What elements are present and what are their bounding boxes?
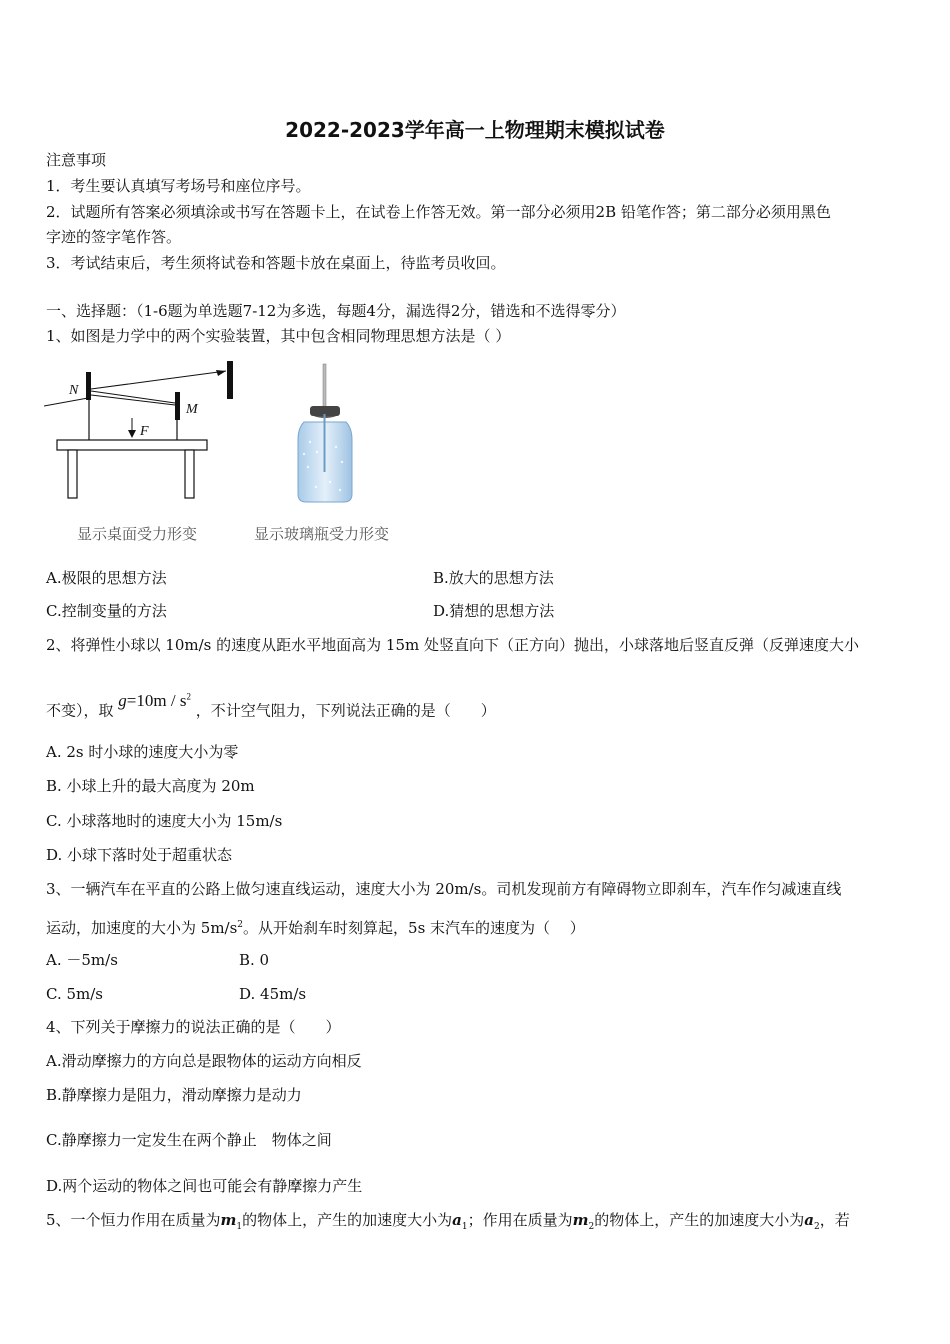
q5-m1: m (220, 1211, 237, 1229)
label-f: F (140, 424, 149, 439)
gravity-formula (118, 691, 191, 710)
formula-g: g (118, 690, 127, 710)
q5-text-5: ，若 (819, 1211, 850, 1229)
q4-option-c: C.静摩擦力一定发生在两个静止 物体之间 (46, 1131, 332, 1149)
q1-stem: 1、如图是力学中的两个实验装置，其中包含相同物理思想方法是（ ） (46, 327, 511, 345)
q5-text-1: 5、一个恒力作用在质量为 (46, 1211, 221, 1229)
q3-stem-pre: 运动，加速度的大小为 5m/s (46, 919, 238, 937)
section-heading: 一、选择题：（1-6题为单选题7-12为多选，每题4分，漏选得2分，错选和不选得零分） (46, 302, 626, 320)
q5-stem (46, 1210, 850, 1237)
q3-stem-line2 (46, 915, 585, 938)
q5-m2-sub: 2 (588, 1222, 595, 1232)
q2-option-d: D. 小球下落时处于超重状态 (46, 846, 233, 864)
q5-m1-sub: 1 (236, 1222, 243, 1232)
q4-option-a: A.滑动摩擦力的方向总是跟物体的运动方向相反 (46, 1052, 362, 1070)
q5-a1: a (452, 1211, 462, 1229)
q3-option-a: A. －5m/s (46, 951, 118, 969)
page-title: 2022-2023学年高一上物理期末模拟试卷 (285, 118, 665, 142)
q2-option-c: C. 小球落地时的速度大小为 15m/s (46, 812, 283, 830)
q2-option-b: B. 小球上升的最大高度为 20m (46, 777, 255, 795)
label-n: N (69, 383, 79, 398)
glass-bottle-figure (290, 362, 360, 507)
notice-item-1: 1．考生要认真填写考场号和座位序号。 (46, 177, 311, 195)
q5-text-3: ；作用在质量为 (467, 1211, 573, 1229)
table-mirror-figure (44, 358, 244, 503)
formula-eq: =10m / s (126, 690, 187, 710)
q5-text-4: 的物体上，产生的加速度大小为 (594, 1211, 805, 1229)
caption-bottle: 显示玻璃瓶受力形变 (254, 525, 390, 543)
q2-stem-line1: 2、将弹性小球以 10m/s 的速度从距水平地面高为 15m 处竖直向下（正方向）抛出，小球落地后竖直反弹（反弹速度大小 (46, 636, 859, 654)
q2-stem-pre: 不变），取 (46, 701, 114, 720)
q2-option-a: A. 2s 时小球的速度大小为零 (46, 743, 239, 761)
q3-option-c: C. 5m/s (46, 985, 103, 1003)
q2-stem-post: ，不计空气阻力，下列说法正确的是（ ） (195, 701, 496, 720)
q5-a1-sub: 1 (461, 1222, 468, 1232)
q3-option-d: D. 45m/s (239, 985, 307, 1003)
q1-option-b: B.放大的思想方法 (433, 569, 554, 587)
q5-a2: a (804, 1211, 815, 1229)
label-m: M (186, 402, 198, 417)
q1-option-c: C.控制变量的方法 (46, 602, 167, 620)
q5-m2: m (572, 1211, 589, 1229)
notice-item-2-cont: 字迹的签字笔作答。 (46, 228, 182, 246)
q3-stem-post: 。从开始刹车时刻算起，5s 末汽车的速度为（ ） (243, 919, 585, 937)
q3-option-b: B. 0 (239, 951, 270, 969)
q1-option-a: A.极限的思想方法 (46, 569, 167, 587)
formula-exp: 2 (186, 691, 191, 701)
q4-stem: 4、下列关于摩擦力的说法正确的是（ ） (46, 1018, 341, 1036)
q4-option-d: D.两个运动的物体之间也可能会有静摩擦力产生 (46, 1177, 363, 1195)
notice-heading: 注意事项 (46, 151, 107, 169)
q4-option-b: B.静摩擦力是阻力，滑动摩擦力是动力 (46, 1086, 302, 1104)
q3-stem-exp: 2 (237, 920, 244, 930)
q2-stem-line2 (46, 690, 496, 721)
notice-item-2: 2．试题所有答案必须填涂或书写在答题卡上，在试卷上作答无效。第一部分必须用2B 铅笔作答；第二部分必须用黑色 (46, 203, 831, 221)
q5-text-2: 的物体上，产生的加速度大小为 (242, 1211, 453, 1229)
caption-table: 显示桌面受力形变 (77, 525, 198, 543)
q5-a2-sub: 2 (814, 1222, 820, 1232)
q3-stem-line1: 3、一辆汽车在平直的公路上做匀速直线运动，速度大小为 20m/s。司机发现前方有障碍物立即刹车，汽车作匀减速直线 (46, 880, 842, 898)
notice-item-3: 3．考试结束后，考生须将试卷和答题卡放在桌面上，待监考员收回。 (46, 254, 506, 272)
q1-option-d: D.猜想的思想方法 (433, 602, 555, 620)
